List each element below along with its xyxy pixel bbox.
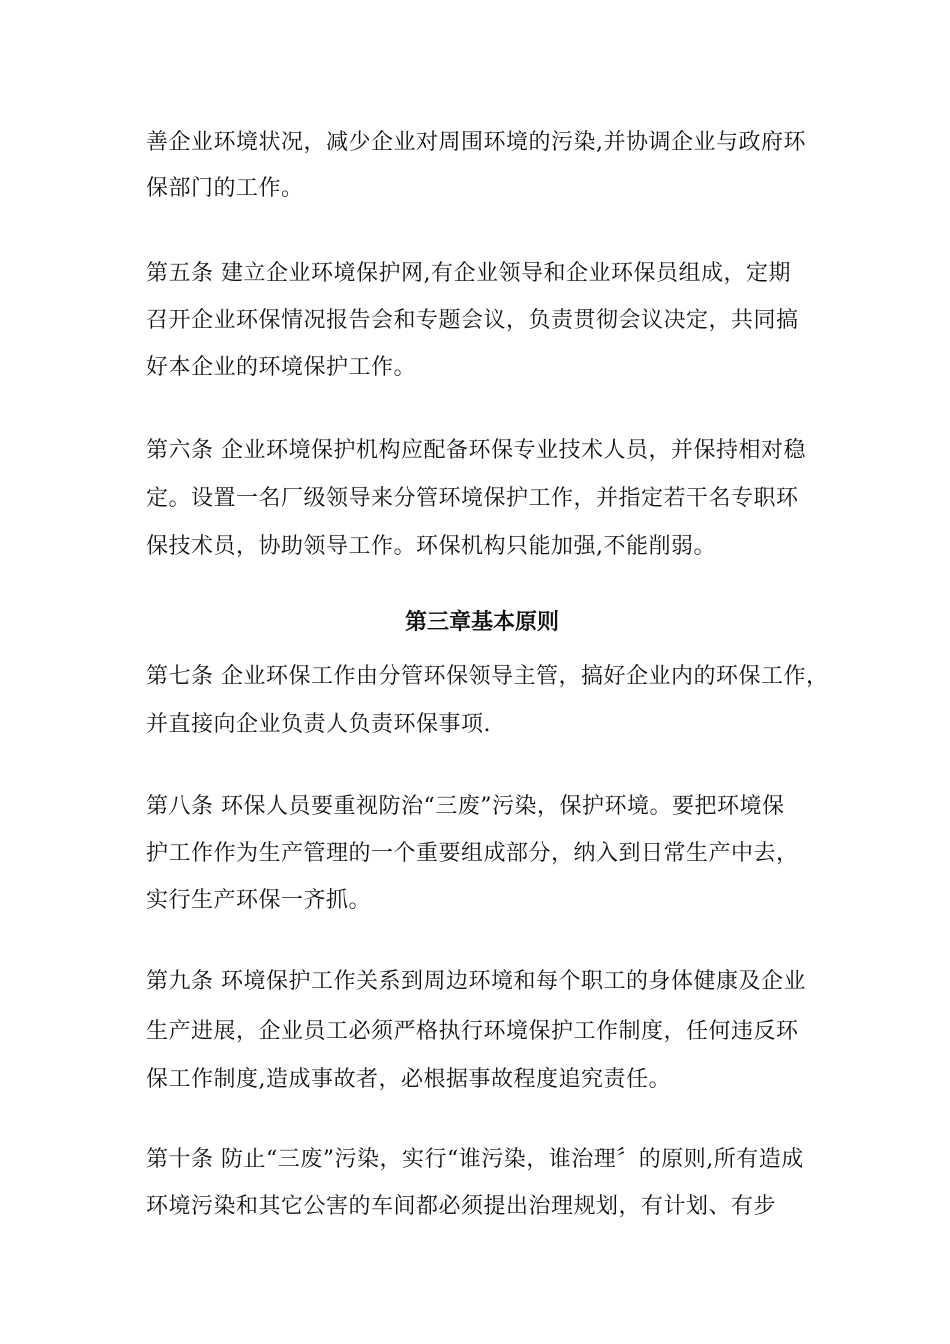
text-line: 环境污染和其它公害的车间都必须提出治理规划，有计划、有步 — [146, 1194, 777, 1219]
text-line: 保技术员，协助领导工作。环保机构只能加强,不能削弱。 — [146, 534, 716, 559]
text-line: 并直接向企业负责人负责环保事项. — [146, 712, 491, 737]
text-line: 生产进展，企业员工必须严格执行环境保护工作制度，任何违反环 — [146, 1019, 799, 1044]
text-line: 第八条 环保人员要重视防治“三废”污染，保护环境。要把环境保 — [146, 794, 785, 819]
text-line: 第九条 环境保护工作关系到周边环境和每个职工的身体健康及企业 — [146, 969, 806, 994]
text-line: 第七条 企业环保工作由分管环保领导主管，搞好企业内的环保工作， — [146, 664, 829, 689]
text-line: 第五条 建立企业环境保护网,有企业领导和企业环保员组成，定期 — [146, 261, 791, 286]
text-line: 第十条 防止“三废”污染，实行“谁污染，谁治理〞的原则,所有造成 — [146, 1147, 804, 1172]
text-line: 保部门的工作。 — [146, 176, 304, 201]
text-line: 保工作制度,造成事故者，必根据事故程度追究责任。 — [146, 1067, 671, 1092]
text-line: 召开企业环保情况报告会和专题会议，负责贯彻会议决定，共同搞 — [146, 308, 799, 333]
chapter-heading: 第三章基本原则 — [404, 610, 559, 635]
text-line: 第六条 企业环境保护机构应配备环保专业技术人员，并保持相对稳 — [146, 438, 806, 463]
text-line: 好本企业的环境保护工作。 — [146, 355, 417, 380]
text-line: 护工作作为生产管理的一个重要组成部分，纳入到日常生产中去， — [146, 841, 799, 866]
text-line: 善企业环境状况，减少企业对周围环境的污染,并协调企业与政府环 — [146, 130, 806, 155]
text-line: 实行生产环保一齐抓。 — [146, 888, 372, 913]
text-line: 定。设置一名厂级领导来分管环境保护工作，并指定若干名专职环 — [146, 486, 799, 511]
